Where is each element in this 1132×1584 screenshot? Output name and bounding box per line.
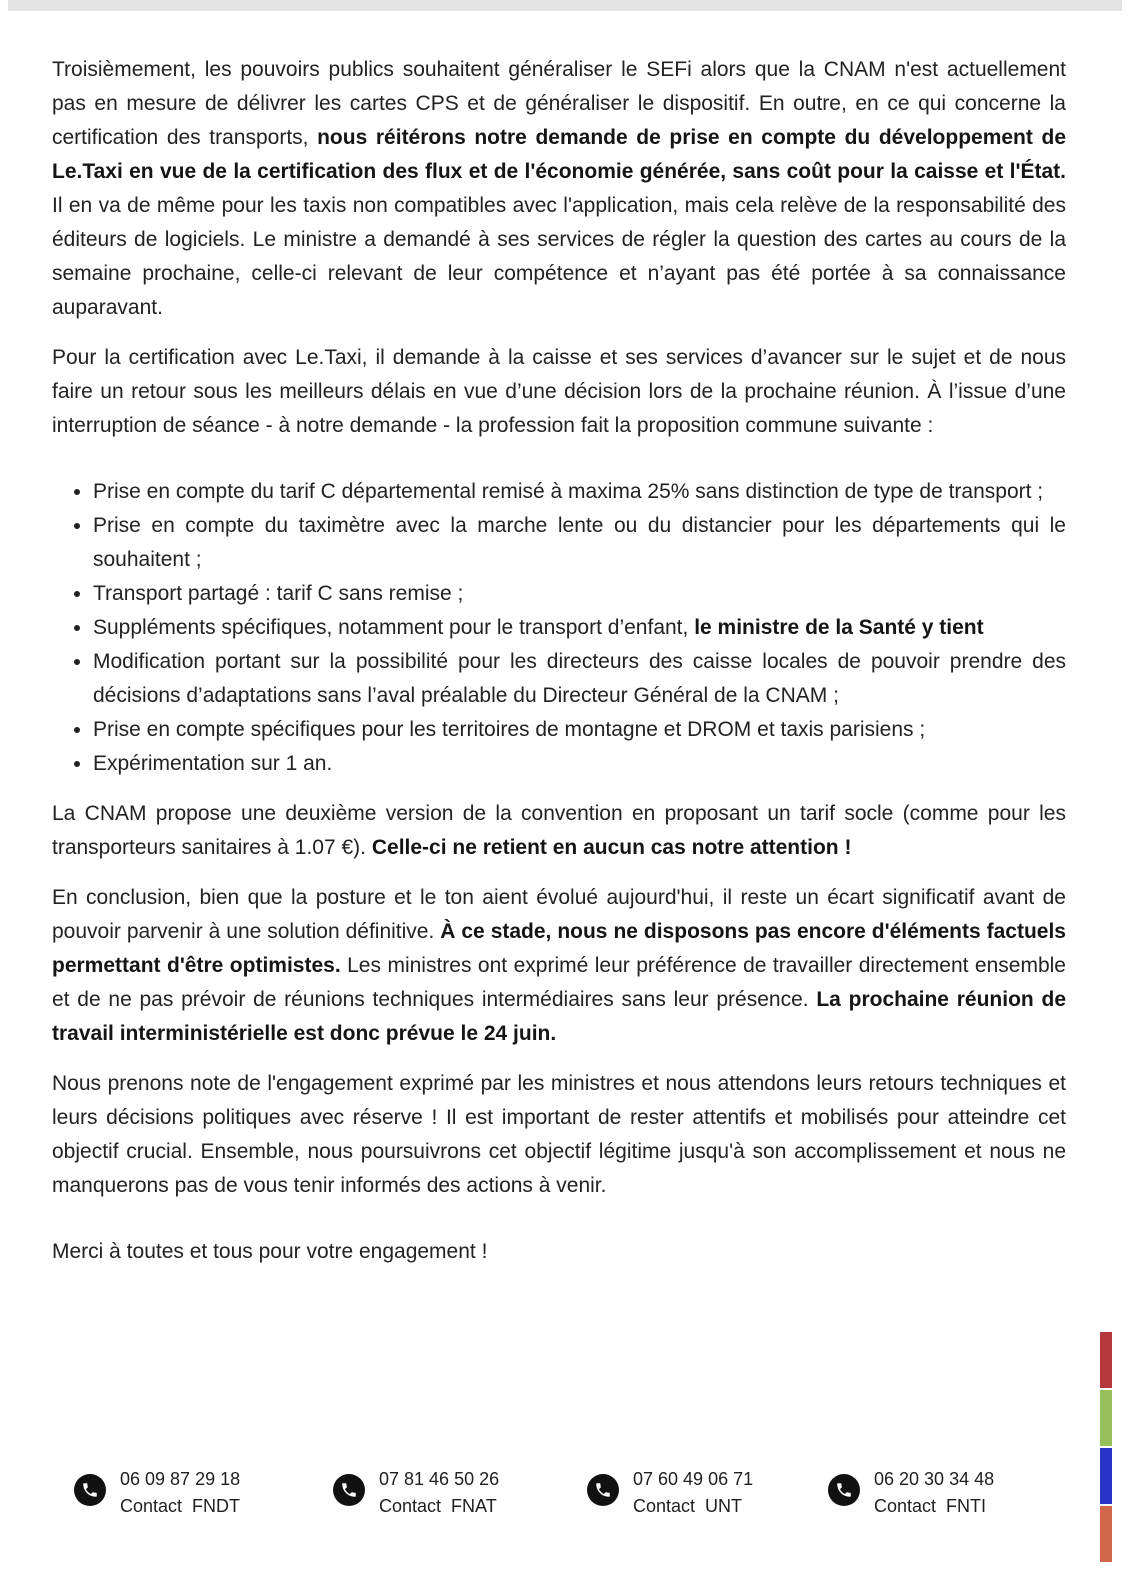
paragraph-certification: Pour la certification avec Le.Taxi, il demande à la caisse et ses services d’avancer sur le sujet et de nous faire un retour sous les meilleurs délais en vue d’une décision lors de la prochaine réunion. À l’issue d’une interruption de séance - à notre demande - la profession fait la proposition commune suivante : bbox=[52, 346, 1066, 437]
phone-number: 07 60 49 06 71 bbox=[633, 1469, 754, 1489]
contact-unt bbox=[587, 1466, 753, 1520]
list-item: • Prise en compte spécifiques pour les territoires de montagne et DROM et taxis parisiens ; bbox=[93, 713, 1066, 747]
contact-fnti bbox=[828, 1466, 994, 1520]
side-color-red bbox=[1100, 1332, 1112, 1388]
paragraph-cnam-proposal: La CNAM propose une deuxième version de la convention en proposant un tarif socle (comme pour les transporteurs sanitaires à 1.07 €). Celle-ci ne retient en aucun cas notre attention ! bbox=[52, 802, 1066, 859]
paragraph-conclusion: En conclusion, bien que la posture et le ton aient évolué aujourd'hui, il reste un écart significatif avant de pouvoir parvenir à une solution définitive. À ce stade, nous ne disposons pas encore d'éléments factuels permettant d'être optimistes. Les ministres ont exprimé leur préférence de travailler directement ensemble et de ne pas prévoir de réunions techniques intermédiaires sans leur présence. La prochaine réunion de travail interministérielle est donc prévue le 24 juin. bbox=[52, 886, 1066, 1045]
phone-icon bbox=[828, 1474, 860, 1506]
paragraph-third-point: Troisièmement, les pouvoirs publics souhaitent généraliser le SEFi alors que la CNAM n'est actuellement pas en mesure de délivrer les cartes CPS et de généraliser le dispositif. En outre, en ce qui concerne la certification des transports, nous réitérons notre demande de prise en compte du développement de Le.Taxi en vue de la certification des flux et de l'économie générée, sans coût pour la caisse et l'État. Il en va de même pour les taxis non compatibles avec l'application, mais cela relève de la responsabilité des éditeurs de logiciels. Le ministre a demandé à ses services de régler la question des cartes au cours de la semaine prochaine, celle-ci relevant de leur compétence et n’ayant pas été portée à sa connaissance auparavant. bbox=[52, 58, 1066, 319]
list-item: • Expérimentation sur 1 an. bbox=[93, 747, 1066, 781]
bold-request: nous réitérons notre demande de prise en compte du développement de Le.Taxi en vue de la certification des flux et de l'économie générée, sans coût pour la caisse et l'État. bbox=[52, 126, 1066, 183]
contact-label: Contact FNDT bbox=[120, 1496, 241, 1516]
side-color-bar bbox=[1100, 1332, 1112, 1564]
top-divider-bar bbox=[8, 0, 1122, 11]
paragraph-engagement: Nous prenons note de l'engagement exprimé par les ministres et nous attendons leurs retours techniques et leurs décisions politiques avec réserve ! Il est important de rester attentifs et mobilisés pour atteindre cet objectif crucial. Ensemble, nous poursuivrons cet objectif légitime jusqu'à son accomplissement et nous ne manquerons pas de vous tenir informés des actions à venir. bbox=[52, 1072, 1066, 1197]
list-item: • Prise en compte du tarif C départemental remisé à maxima 25% sans distinction de type de transport ; bbox=[93, 475, 1066, 509]
phone-icon bbox=[333, 1474, 365, 1506]
document-body bbox=[52, 53, 1066, 1285]
contact-label: Contact FNTI bbox=[874, 1496, 987, 1516]
contact-footer bbox=[0, 1466, 1132, 1526]
phone-icon bbox=[74, 1474, 106, 1506]
phone-number: 06 20 30 34 48 bbox=[874, 1469, 995, 1489]
list-item: • Prise en compte du taximètre avec la marche lente ou du distancier pour les départements qui le souhaitent ; bbox=[93, 509, 1066, 577]
closing-thanks: Merci à toutes et tous pour votre engagement ! bbox=[52, 1240, 488, 1263]
phone-number: 06 09 87 29 18 bbox=[120, 1469, 241, 1489]
contact-label: Contact FNAT bbox=[379, 1496, 497, 1516]
phone-icon bbox=[587, 1474, 619, 1506]
list-item: • Transport partagé : tarif C sans remise ; bbox=[93, 577, 1066, 611]
side-color-green bbox=[1100, 1390, 1112, 1446]
list-item: • Modification portant sur la possibilité pour les directeurs des caisse locales de pouvoir prendre des décisions d’adaptations sans l’aval préalable du Directeur Général de la CNAM ; bbox=[93, 645, 1066, 713]
side-color-blue bbox=[1100, 1448, 1112, 1504]
phone-number: 07 81 46 50 26 bbox=[379, 1469, 500, 1489]
contact-fnat bbox=[333, 1466, 499, 1520]
list-item: • Suppléments spécifiques, notamment pour le transport d’enfant, le ministre de la Santé y tient bbox=[93, 611, 1066, 645]
proposal-list bbox=[52, 475, 1066, 781]
contact-fndt bbox=[74, 1466, 240, 1520]
contact-label: Contact UNT bbox=[633, 1496, 743, 1516]
side-color-orange bbox=[1100, 1506, 1112, 1562]
